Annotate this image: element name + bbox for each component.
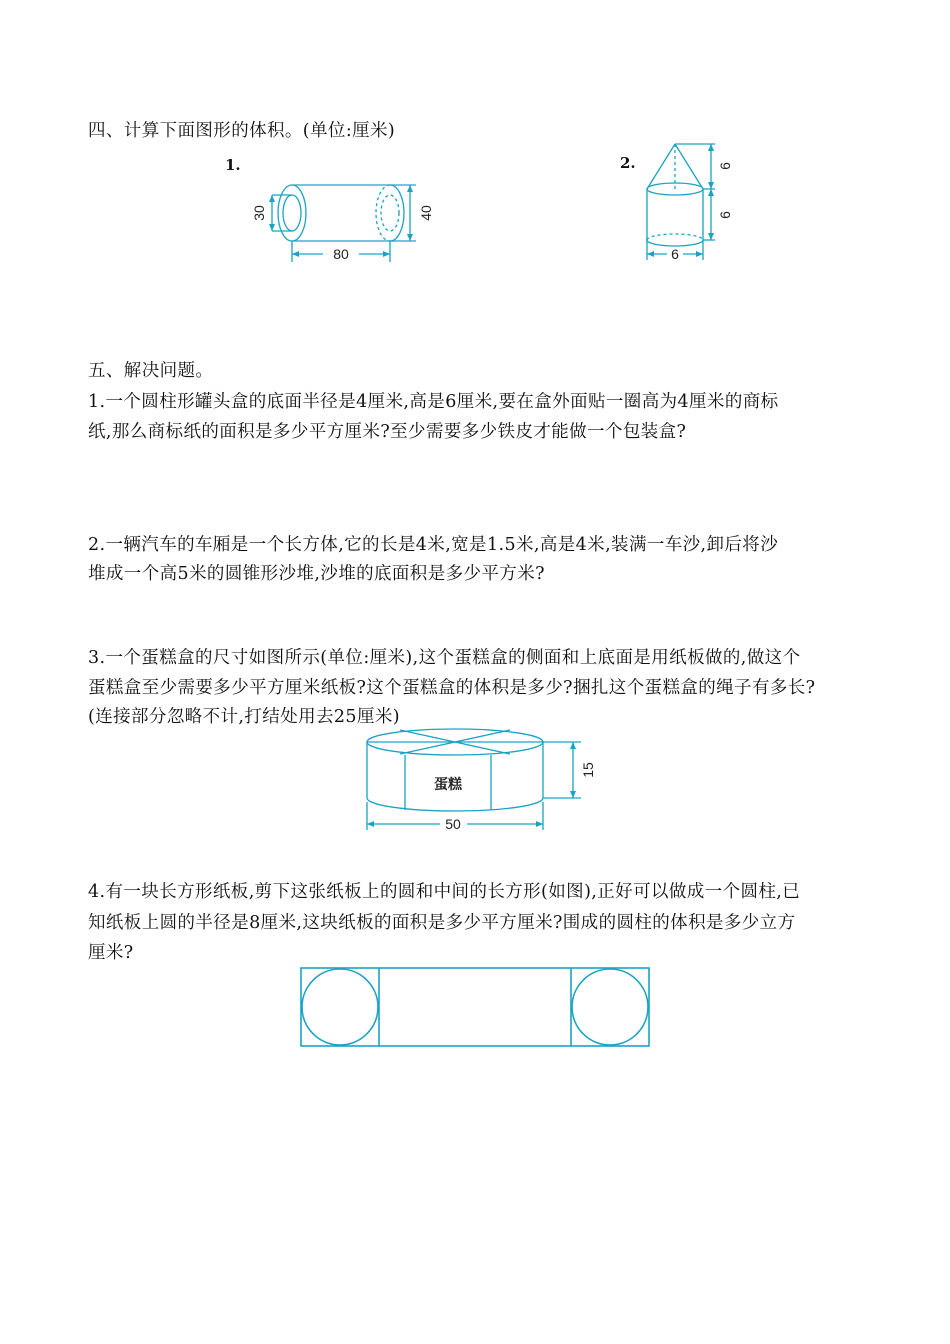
q4-line2: 知纸板上圆的半径是8厘米,这块纸板的面积是多少平方厘米?围成的圆柱的体积是多少立方: [88, 913, 796, 933]
dim-cone-arrow-top: [708, 144, 714, 151]
cake-bottom-arc: [367, 798, 543, 811]
dim40-arrow-top: [407, 185, 413, 192]
left-outer-ellipse: [278, 185, 306, 241]
dim15-arrow-top: [570, 742, 576, 749]
dim30-arrow-top: [269, 195, 275, 202]
dim30-label: 30: [251, 205, 267, 221]
cardboard-outline: [301, 968, 649, 1046]
right-inner-ellipse: [381, 195, 399, 231]
dim50-label: 50: [445, 816, 461, 832]
q3-line3: (连接部分忽略不计,打结处用去25厘米): [88, 707, 400, 727]
dim50-arrow-left: [367, 821, 374, 827]
hollow-cylinder-diagram: [220, 150, 450, 270]
dim-cyl-arrow-top: [708, 189, 714, 196]
dim80-label: 80: [333, 246, 349, 262]
cardboard-net-diagram: [299, 966, 653, 1050]
cone-cylinder-diagram: [615, 138, 735, 270]
figure-cone-cylinder: [615, 138, 735, 270]
left-inner-ellipse: [283, 195, 301, 231]
figure1-number: 1.: [225, 156, 241, 174]
q2-line1: 2.一辆汽车的车厢是一个长方体,它的长是4米,宽是1.5米,高是4米,装满一车沙,卸后将沙: [88, 535, 779, 555]
q4-line1: 4.有一块长方形纸板,剪下这张纸板上的圆和中间的长方形(如图),正好可以做成一个圆柱,已: [88, 882, 801, 902]
cake-label: 蛋糕: [434, 777, 462, 793]
dim30-arrow-bottom: [269, 224, 275, 231]
dim-diameter-label: 6: [671, 246, 679, 262]
q3-line1: 3.一个蛋糕盒的尺寸如图所示(单位:厘米),这个蛋糕盒的侧面和上底面是用纸板做的,做这个: [88, 648, 801, 668]
q4-line3: 厘米?: [88, 943, 134, 963]
q1-line2: 纸,那么商标纸的面积是多少平方厘米?至少需要多少铁皮才能做一个包装盒?: [88, 422, 687, 442]
figure2-number: 2.: [620, 154, 636, 172]
q1-line1: 1.一个圆柱形罐头盒的底面半径是4厘米,高是6厘米,要在盒外面贴一圈高为4厘米的商标: [88, 392, 779, 412]
figure-hollow-cylinder: [220, 150, 450, 270]
dim50-arrow-right: [536, 821, 543, 827]
right-outer-arc: [390, 185, 404, 241]
dim-cone-height-label: 6: [717, 162, 733, 170]
section5-heading: 五、解决问题。: [88, 361, 214, 381]
dim40-arrow-bottom: [407, 234, 413, 241]
dim15-label: 15: [580, 762, 596, 778]
cone-right-edge: [675, 144, 703, 189]
q2-line2: 堆成一个高5米的圆锥形沙堆,沙堆的底面积是多少平方米?: [88, 564, 545, 584]
right-hidden-arc: [376, 185, 390, 241]
cone-left-edge: [647, 144, 675, 189]
cake-box-diagram: [355, 722, 595, 837]
circle-right: [572, 969, 648, 1045]
circle-left: [302, 969, 378, 1045]
dim-cylinder-height-label: 6: [717, 211, 733, 219]
dim-cyl-arrow-bottom: [708, 233, 714, 240]
dim40-label: 40: [418, 205, 434, 221]
section4-heading: 四、计算下面图形的体积。(单位:厘米): [88, 121, 396, 141]
dim-base-arrow-right: [696, 251, 703, 257]
dim15-arrow-bottom: [570, 791, 576, 798]
dim80-arrow-right: [383, 251, 390, 257]
q3-line2: 蛋糕盒至少需要多少平方厘米纸板?这个蛋糕盒的体积是多少?捆扎这个蛋糕盒的绳子有多长?: [88, 678, 816, 698]
dim-cone-arrow-bottom: [708, 182, 714, 189]
cylinder-bottom-back: [647, 234, 703, 240]
dim80-arrow-left: [292, 251, 299, 257]
dim-base-arrow-left: [647, 251, 654, 257]
figure-cake-box: [355, 722, 595, 837]
figure-cardboard-net: [299, 966, 653, 1050]
